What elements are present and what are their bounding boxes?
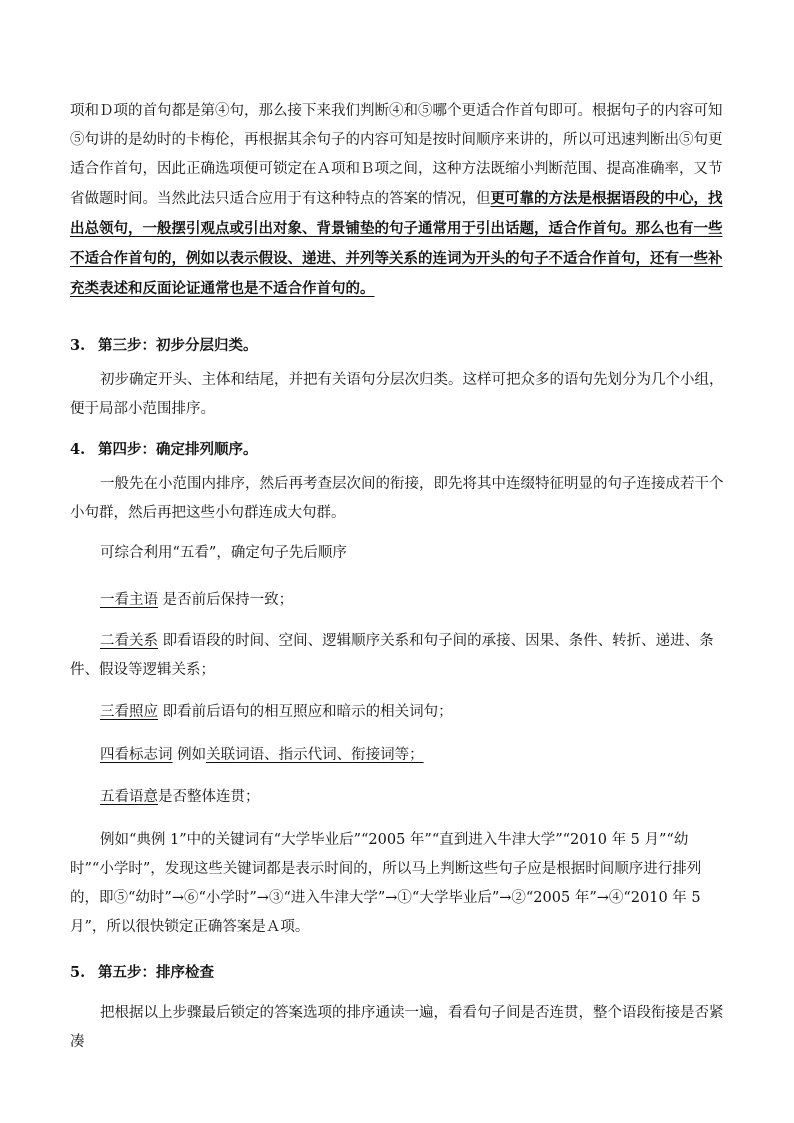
look-3 [70, 698, 730, 727]
step5-body: 把根据以上步骤最后锁定的答案选项的排序通读一遍，看看句子间是否连贯，整个语段衔接是否紧凑 [70, 1005, 724, 1050]
step5-heading [70, 958, 730, 988]
five-looks-intro: 可综合利用“五看”，确定句子先后顺序 [100, 545, 347, 561]
look-3-label: 三看照应 [100, 704, 158, 720]
step3-heading [70, 331, 730, 361]
look-5-label: 五看语意 [100, 789, 158, 805]
intro-paragraph [70, 97, 730, 304]
look-4-text: 关联词语、指示代词、衔接词等； [206, 747, 424, 763]
step3-number: 3. [70, 337, 86, 354]
look-4-pre: 例如 [172, 747, 207, 763]
step4-body: 一般先在小范围内排序，然后再考查层次间的衔接，即先将其中连缀特征明显的句子连接成若干个小句群，然后再把这些小句群连成大句群。 [70, 476, 724, 521]
look-2-text: 即看语段的时间、空间、逻辑顺序关系和句子间的承接、因果、条件、转折、递进、条件、假设等逻辑关系； [70, 633, 714, 678]
look-1-text: 是否前后保持一致； [158, 592, 294, 608]
intro-conjunction: 但 [476, 191, 491, 207]
look-2-label: 二看关系 [100, 633, 158, 649]
look-1 [70, 586, 730, 615]
intro-emphasis-text: 更可靠的方法是根据语段的中心，找出总领句，一般摆引观点或引出对象、背景铺垫的句子通常用于引出话题，适合作首句。那么也有一些不适合作首句的，例如以表示假设、递进、并列等关系的连词为开头的句子不适合作首句，还有一些补充类表述和反面论证通常也是不适合作首句的。 [70, 190, 723, 297]
look-3-text: 即看前后语句的相互照应和暗示的相关词句； [158, 704, 453, 720]
step3-body: 初步确定开头、主体和结尾，并把有关语句分层次归类。这样可把众多的语句先划分为几个小组，便于局部小范围排序。 [70, 372, 724, 417]
look-5 [70, 783, 730, 812]
step4-heading [70, 435, 730, 465]
step5-number: 5. [70, 964, 86, 981]
intro-plain-text: 项和Ｄ项的首句都是第④句，那么接下来我们判断④和⑤哪个更适合作首句即可。根据句子的内容可知⑤句讲的是幼时的卡梅伦，再根据其余句子的内容可知是按时间顺序来讲的，所以可迅速判断出⑤句更适合作首句，因此正确选项便可锁定在Ａ项和Ｂ项之间，这种方法既缩小判断范围、提高准确率，又节省做题时间。当然此法只适合应用于有这种特点的答案的情况， [70, 103, 723, 207]
step4-title: 第四步：确定排列顺序。 [98, 441, 258, 458]
look-4 [70, 741, 730, 770]
example-paragraph: 例如“典例 1”中的关键词有“大学毕业后”“2005 年”“直到进入牛津大学”“2010 年 5 月”“幼时”“小学时”，发现这些关键词都是表示时间的，所以马上判断这些句子应是根据时间顺序进行排列的，即⑤“幼时”→⑥“小学时”→③“进入牛津大学”→①“大学毕业后”→②“2005 年”→④“2010 年 5 月”，所以很快锁定正确答案是Ａ项。 [70, 832, 702, 935]
look-1-label: 一看主语 [100, 592, 158, 608]
step5-title: 第五步：排序检查 [98, 964, 214, 981]
look-5-text: 是否整体连贯； [158, 789, 260, 805]
look-2 [70, 627, 730, 685]
step4-number: 4. [70, 441, 86, 458]
step3-title: 第三步：初步分层归类。 [98, 337, 258, 354]
look-4-label: 四看标志词 [100, 747, 173, 763]
